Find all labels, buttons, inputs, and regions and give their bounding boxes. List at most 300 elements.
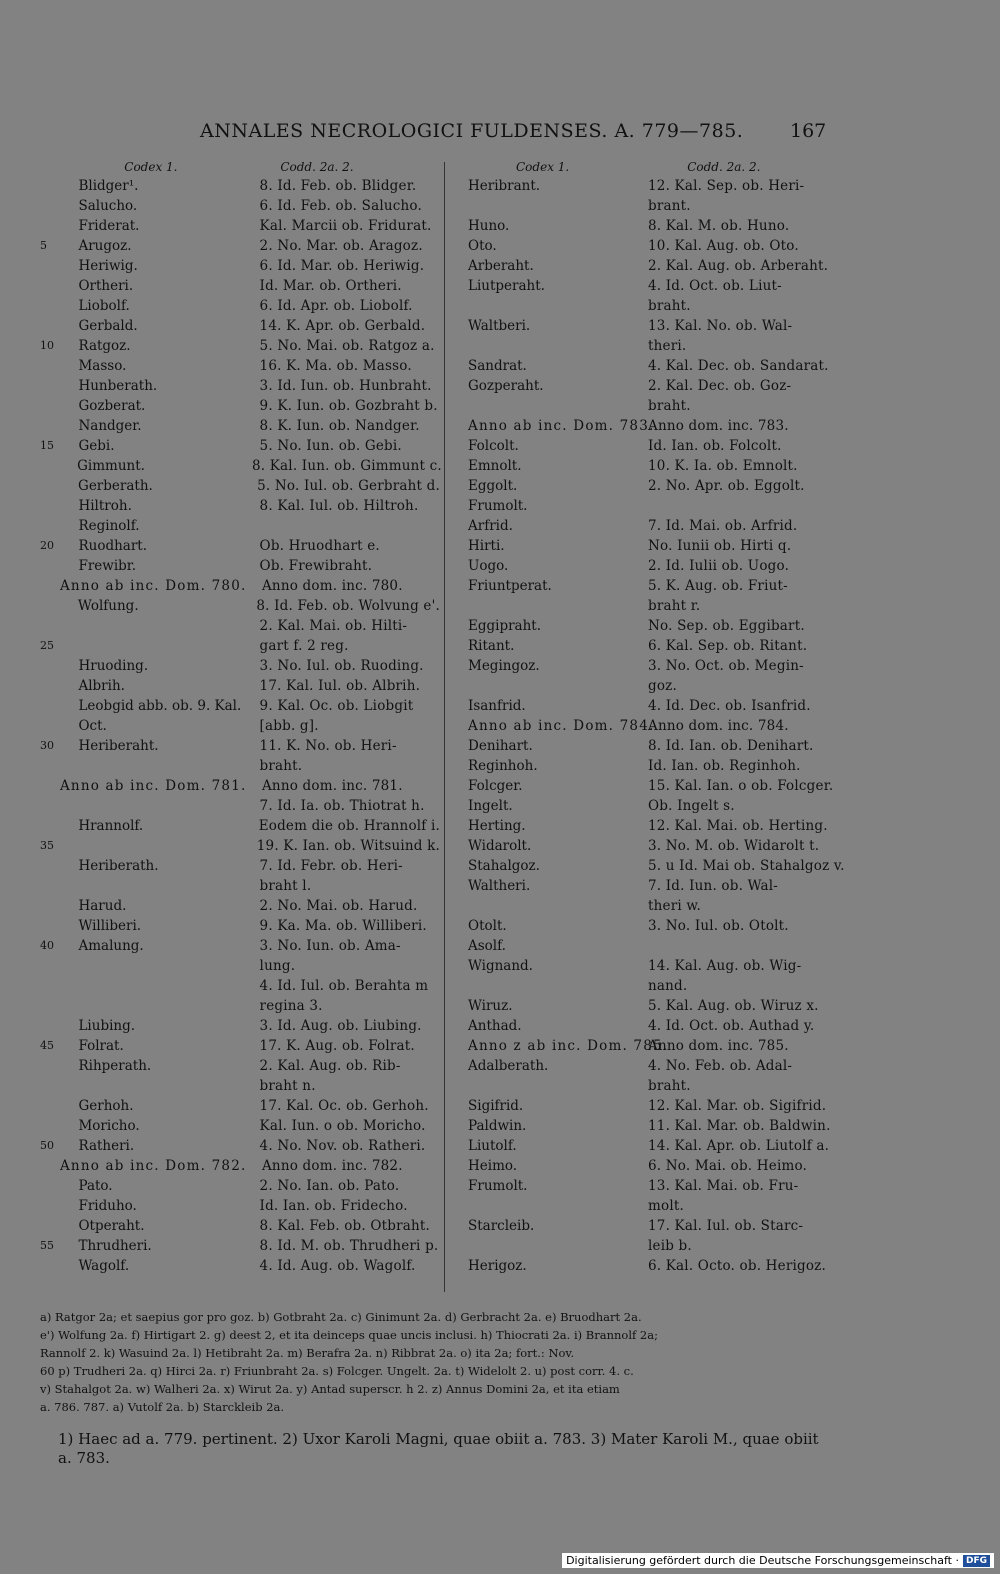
codd2-entry: 3. Id. Iun. ob. Hunbraht. (259, 378, 432, 394)
line-number (40, 916, 76, 936)
entry-row (450, 1256, 830, 1276)
codd2-entry: 3. No. Iul. ob. Otolt. (648, 918, 789, 934)
entry-row (450, 836, 830, 856)
entry-row (450, 196, 830, 216)
entry-row (40, 1116, 440, 1136)
codex1-entry: Emnolt. (468, 458, 522, 474)
codex1-entry: Folrat. (78, 1038, 124, 1054)
line-number (40, 456, 75, 476)
entry-row (40, 696, 440, 716)
codex1-entry (450, 336, 648, 356)
codex1-entry: Ingelt. (468, 798, 513, 814)
line-number (40, 376, 76, 396)
codex1-entry: Anthad. (468, 1018, 522, 1034)
codd2-entry: 5. No. Mai. ob. Ratgoz a. (259, 338, 435, 354)
codd2-entry: regina 3. (259, 998, 323, 1014)
codd2-entry: 12. Kal. Mar. ob. Sigifrid. (648, 1098, 827, 1114)
codex1-entry: Eggolt. (468, 478, 518, 494)
entry-row (40, 336, 440, 356)
codex1-entry: Friuntperat. (468, 578, 552, 594)
codd2-entry: theri. (648, 338, 687, 354)
codex1-entry: Sandrat. (468, 358, 527, 374)
entry-row (40, 756, 440, 776)
codex1-entry: Wolfung. (77, 598, 139, 614)
line-number: 10 (40, 339, 54, 352)
codex1-entry (450, 676, 648, 696)
line-number (40, 816, 76, 836)
line-number (40, 1076, 76, 1096)
entry-row (450, 1216, 830, 1236)
apparatus-notes (40, 1308, 830, 1416)
note-line: a. 786. 787. a) Vutolf 2a. b) Starckleib 2a. (40, 1400, 285, 1414)
codd2-entry: 2. Id. Iulii ob. Uogo. (648, 558, 790, 574)
line-number (40, 316, 76, 336)
codd2-entry: braht n. (259, 1078, 316, 1094)
codex1-entry (76, 876, 243, 896)
codex1-entry: Liutolf. (468, 1138, 517, 1154)
entry-row (450, 436, 830, 456)
codd2-entry: 8. Kal. Iul. ob. Hiltroh. (259, 498, 419, 514)
entry-row (40, 516, 440, 536)
codex1-entry (450, 296, 648, 316)
entry-row (450, 736, 830, 756)
codd2-entry: Anno dom. inc. 783. (648, 418, 789, 434)
codd2-entry: 2. No. Ian. ob. Pato. (259, 1178, 400, 1194)
codd2-entry: 6. Kal. Sep. ob. Ritant. (648, 638, 808, 654)
codd2-entry: 17. Kal. Iul. ob. Starc- (648, 1218, 804, 1234)
codex1-entry: Ratgoz. (78, 338, 131, 354)
entry-row (40, 176, 440, 196)
line-number (40, 496, 76, 516)
codex1-entry (450, 596, 648, 616)
codd2-entry: 17. Kal. Oc. ob. Gerhoh. (259, 1098, 429, 1114)
entry-row (450, 176, 830, 196)
codd2-entry: Ob. Frewibraht. (259, 558, 373, 574)
codd2-entry (648, 496, 830, 516)
year-heading-row (40, 576, 440, 596)
codd2-entry: 6. Kal. Octo. ob. Herigoz. (648, 1258, 826, 1274)
note-line: Rannolf 2. k) Wasuind 2a. l) Hetibraht 2a. m) Berafra 2a. n) Ribbrat 2a. o) ita 2a; fort.: Nov. (40, 1346, 575, 1360)
codex1-entry: Wiruz. (468, 998, 513, 1014)
codex1-entry: Frumolt. (468, 1178, 528, 1194)
entry-row (40, 236, 440, 256)
left-column-heads (40, 160, 440, 176)
codd2-entry: 3. No. Iun. ob. Ama- (259, 938, 401, 954)
entry-row (450, 916, 830, 936)
codd2-entry: 9. Kal. Oc. ob. Liobgit (259, 698, 414, 714)
line-number (40, 976, 76, 996)
line-number (40, 296, 76, 316)
column-divider (444, 162, 445, 1292)
codd2-entry: 5. K. Aug. ob. Friut- (648, 578, 788, 594)
codd2-entry: Id. Mar. ob. Ortheri. (259, 278, 402, 294)
entry-row (450, 576, 830, 596)
entry-row (40, 536, 440, 556)
line-number: 35 (40, 839, 54, 852)
entry-row (40, 1196, 440, 1216)
codd2-entry: 4. Id. Dec. ob. Isanfrid. (648, 698, 811, 714)
codex1-entry: Anno ab inc. Dom. 780. (59, 578, 247, 594)
entry-row (40, 216, 440, 236)
codd2-entry: 6. Id. Apr. ob. Liobolf. (259, 298, 413, 314)
codex1-entry: Williberi. (78, 918, 142, 934)
entry-row (40, 1076, 440, 1096)
codex1-entry: Masso. (78, 358, 127, 374)
entry-row (450, 636, 830, 656)
line-number (40, 996, 76, 1016)
entry-row (40, 1056, 440, 1076)
entry-row (40, 996, 440, 1016)
codd2-entry: Eodem die ob. Hrannolf i. (258, 818, 440, 834)
codd2-entry: Kal. Iun. o ob. Moricho. (259, 1118, 426, 1134)
line-number: 30 (40, 739, 54, 752)
codd2-entry: 3. No. M. ob. Widarolt t. (648, 838, 820, 854)
codd2-entry: 8. Kal. M. ob. Huno. (648, 218, 790, 234)
entry-row (450, 336, 830, 356)
codd2-entry: 10. Kal. Aug. ob. Oto. (648, 238, 799, 254)
codex1-entry: Hrannolf. (78, 818, 144, 834)
entry-row (40, 656, 440, 676)
entry-row (40, 1236, 440, 1256)
codd2-entry: 14. Kal. Apr. ob. Liutolf a. (648, 1138, 830, 1154)
line-number (40, 696, 76, 716)
codex1-entry: Sigifrid. (468, 1098, 524, 1114)
codex1-entry (76, 636, 243, 656)
line-number (40, 616, 76, 636)
codex1-entry: Eggipraht. (468, 618, 542, 634)
codd2-entry: 7. Id. Iun. ob. Wal- (648, 878, 779, 894)
line-number (40, 476, 76, 496)
codex1-entry: Oto. (468, 238, 497, 254)
entry-row (40, 896, 440, 916)
entry-row (450, 1116, 830, 1136)
codd2-entry: gart f. 2 reg. (259, 638, 349, 654)
entry-row (40, 936, 440, 956)
codex1-entry: Reginolf. (78, 518, 140, 534)
left-codex-head: Codex 1. (124, 160, 178, 174)
codd2-entry: 3. Id. Aug. ob. Liubing. (259, 1018, 422, 1034)
entry-row (450, 756, 830, 776)
dfg-banner (562, 1553, 994, 1568)
entry-row (450, 476, 830, 496)
line-number (40, 416, 76, 436)
entry-row (450, 1156, 830, 1176)
entry-row (40, 296, 440, 316)
codd2-entry: 7. Id. Febr. ob. Heri- (259, 858, 403, 874)
codd2-entry: 17. Kal. Iul. ob. Albrih. (259, 678, 421, 694)
codd2-entry: 13. Kal. No. ob. Wal- (648, 318, 793, 334)
entry-row (450, 876, 830, 896)
codex1-entry: Widarolt. (468, 838, 532, 854)
line-number (40, 856, 76, 876)
line-number: 55 (40, 1239, 54, 1252)
entry-row (40, 256, 440, 276)
right-codd-head: Codd. 2a. 2. (687, 160, 761, 174)
codex1-entry: Heribrant. (468, 178, 541, 194)
codex1-entry: Blidger¹. (78, 178, 139, 194)
codd2-entry: Id. Ian. ob. Reginhoh. (648, 758, 801, 774)
entry-row (40, 456, 440, 476)
codd2-entry: 3. No. Oct. ob. Megin- (648, 658, 804, 674)
codd2-entry: 4. Id. Oct. ob. Liut- (648, 278, 782, 294)
codex1-entry: Hiltroh. (78, 498, 132, 514)
codex1-entry: Gozberat. (78, 398, 146, 414)
codex1-entry: Gebi. (78, 438, 115, 454)
line-number (40, 176, 76, 196)
line-number (40, 876, 76, 896)
codd2-entry: Ob. Hruodhart e. (259, 538, 380, 554)
page-number: 167 (790, 120, 827, 142)
codex1-entry: Gimmunt. (77, 458, 145, 474)
codd2-entry (244, 516, 440, 536)
right-rows (450, 176, 845, 1276)
line-number (40, 1256, 76, 1276)
codd2-entry: 8. K. Iun. ob. Nandger. (259, 418, 420, 434)
entry-row (40, 596, 440, 616)
codd2-entry: 4. Kal. Dec. ob. Sandarat. (648, 358, 829, 374)
codex1-entry: Folcger. (468, 778, 523, 794)
entry-row (40, 276, 440, 296)
codex1-entry: Adalberath. (468, 1058, 549, 1074)
codex1-entry (76, 956, 243, 976)
entry-row (40, 556, 440, 576)
codd2-entry: 8. Kal. Iun. ob. Gimmunt c. (252, 458, 442, 474)
entry-row (450, 1056, 830, 1076)
codex1-entry: Anno z ab inc. Dom. 785. (468, 1038, 669, 1054)
codd2-entry: 5. No. Iun. ob. Gebi. (259, 438, 402, 454)
line-number (40, 716, 76, 736)
entry-row (450, 1176, 830, 1196)
codd2-entry: braht. (648, 398, 691, 414)
codd2-entry: theri w. (648, 898, 702, 914)
codd2-entry: 4. Id. Oct. ob. Authad y. (648, 1018, 815, 1034)
codex1-entry: Frewibr. (78, 558, 137, 574)
codex1-entry: Hirti. (468, 538, 505, 554)
codex1-entry: Rihperath. (78, 1058, 152, 1074)
entry-row (450, 216, 830, 236)
line-number (40, 756, 76, 776)
codex1-entry: Stahalgoz. (468, 858, 540, 874)
codd2-entry: No. Sep. ob. Eggibart. (648, 618, 805, 634)
entry-row (40, 1096, 440, 1116)
entry-row (450, 356, 830, 376)
entry-row (40, 1016, 440, 1036)
line-number (40, 196, 76, 216)
codd2-entry: 7. Id. Ia. ob. Thiotrat h. (259, 798, 425, 814)
entry-row (40, 1136, 440, 1156)
entry-row (450, 676, 830, 696)
entry-row (450, 816, 830, 836)
codd2-entry: Kal. Marcii ob. Fridurat. (259, 218, 432, 234)
entry-row (40, 976, 440, 996)
codex1-entry (76, 796, 243, 816)
entry-row (450, 1096, 830, 1116)
codex1-entry: Asolf. (468, 938, 506, 954)
entry-row (40, 836, 440, 856)
codex1-entry (450, 976, 648, 996)
entry-row (450, 1196, 830, 1216)
codd2-entry: 4. No. Feb. ob. Adal- (648, 1058, 793, 1074)
entry-row (450, 956, 830, 976)
codex1-entry: Ratheri. (78, 1138, 135, 1154)
right-column (450, 160, 845, 1276)
codd2-entry (648, 936, 830, 956)
entry-row (40, 436, 440, 456)
codd2-entry: 2. Kal. Dec. ob. Goz- (648, 378, 792, 394)
line-number: 50 (40, 1139, 54, 1152)
entry-row (40, 376, 440, 396)
entry-row (450, 236, 830, 256)
codex1-entry: Otolt. (468, 918, 507, 934)
codd2-entry: Ob. Ingelt s. (648, 798, 735, 814)
codd2-entry: nand. (648, 978, 688, 994)
line-number: 45 (40, 1039, 54, 1052)
entry-row (450, 556, 830, 576)
entry-row (40, 716, 440, 736)
line-number (40, 556, 76, 576)
codex1-entry: Leobgid abb. ob. 9. Kal. (78, 698, 242, 714)
codd2-entry: molt. (648, 1198, 684, 1214)
entry-row (450, 1136, 830, 1156)
codd2-entry: 8. Id. Ian. ob. Denihart. (648, 738, 814, 754)
line-number (40, 356, 76, 376)
codex1-entry: Herting. (468, 818, 526, 834)
entry-row (450, 296, 830, 316)
codex1-entry: Harud. (78, 898, 127, 914)
left-rows (40, 176, 440, 1276)
codex1-entry: Heimo. (468, 1158, 518, 1174)
codex1-entry (76, 996, 243, 1016)
codex1-entry: Pato. (78, 1178, 113, 1194)
codd2-entry: goz. (648, 678, 677, 694)
line-number: 20 (40, 539, 54, 552)
codd2-entry: 6. No. Mai. ob. Heimo. (648, 1158, 808, 1174)
codex1-entry (450, 396, 648, 416)
codd2-entry: 8. Id. M. ob. Thrudheri p. (259, 1238, 439, 1254)
line-number (40, 1016, 76, 1036)
entry-row (40, 496, 440, 516)
note-line: a) Ratgor 2a; et saepius gor pro goz. b) Gotbraht 2a. c) Ginimunt 2a. d) Gerbracht 2a. e) Bruodhart 2a. (40, 1310, 642, 1324)
codex1-entry (450, 196, 648, 216)
entry-row (450, 796, 830, 816)
codd2-entry: 17. K. Aug. ob. Folrat. (259, 1038, 415, 1054)
codex1-entry: Heriberaht. (78, 738, 159, 754)
codd2-entry: 2. No. Apr. ob. Eggolt. (648, 478, 805, 494)
codex1-entry: Salucho. (78, 198, 138, 214)
codex1-entry: Gerhoh. (78, 1098, 134, 1114)
line-number (40, 1116, 76, 1136)
entry-row (450, 936, 830, 956)
entry-row (40, 956, 440, 976)
codex1-entry: Ritant. (468, 638, 515, 654)
codd2-entry: Id. Ian. ob. Folcolt. (648, 438, 782, 454)
year-heading-row (450, 1036, 830, 1056)
codex1-entry: Thrudheri. (78, 1238, 152, 1254)
entry-row (450, 376, 830, 396)
line-number (40, 676, 76, 696)
codex1-entry (76, 756, 243, 776)
note-line: e') Wolfung 2a. f) Hirtigart 2. g) deest 2, et ita deinceps quae uncis inclusi. h) Thiocrati 2a. i) Brannolf 2a; (40, 1328, 658, 1342)
codex1-entry: Paldwin. (468, 1118, 527, 1134)
dfg-logo: DFG (963, 1555, 990, 1567)
codd2-entry: 6. Id. Feb. ob. Salucho. (259, 198, 423, 214)
codex1-entry: Gerbald. (78, 318, 138, 334)
codex1-entry: Folcolt. (468, 438, 519, 454)
line-number (40, 596, 76, 616)
entry-row (40, 356, 440, 376)
line-number: 40 (40, 939, 54, 952)
codd2-entry: Anno dom. inc. 780. (261, 578, 403, 594)
page-header: ANNALES NECROLOGICI FULDENSES. A. 779—785. (200, 120, 744, 142)
entry-row (450, 1236, 830, 1256)
year-heading-row (40, 1156, 440, 1176)
codd2-entry: Anno dom. inc. 785. (648, 1038, 789, 1054)
line-number (40, 1056, 76, 1076)
right-column-heads (450, 160, 830, 176)
entry-row (40, 736, 440, 756)
entry-row (40, 796, 440, 816)
codex1-entry: Amalung. (78, 938, 144, 954)
codex1-entry (76, 1076, 243, 1096)
codex1-entry: Albrih. (78, 678, 125, 694)
codex1-entry: Friduho. (78, 1198, 137, 1214)
codd2-entry: 14. Kal. Aug. ob. Wig- (648, 958, 802, 974)
entry-row (450, 596, 830, 616)
left-column (40, 160, 440, 1276)
codex1-entry: Frumolt. (468, 498, 528, 514)
codd2-entry: 4. Id. Iul. ob. Berahta m (259, 978, 429, 994)
codd2-entry: braht l. (259, 878, 312, 894)
codd2-entry: 4. No. Nov. ob. Ratheri. (259, 1138, 426, 1154)
codex1-entry: Otperaht. (78, 1218, 145, 1234)
codex1-entry: Megingoz. (468, 658, 540, 674)
codex1-entry: Anno ab inc. Dom. 781. (59, 778, 247, 794)
codex1-entry: Hruoding. (78, 658, 149, 674)
note-line: 60 p) Trudheri 2a. q) Hirci 2a. r) Friunbraht 2a. s) Folcger. Ungelt. 2a. t) Widelolt 2. u) post corr. 4. c. (40, 1364, 634, 1378)
entry-row (40, 476, 440, 496)
codd2-entry: 8. Id. Feb. ob. Wolvung e'. (256, 598, 440, 614)
codex1-entry: Arugoz. (78, 238, 132, 254)
codex1-entry: Moricho. (78, 1118, 140, 1134)
codd2-entry: 3. No. Iul. ob. Ruoding. (259, 658, 424, 674)
entry-row (40, 676, 440, 696)
line-number: 25 (40, 639, 54, 652)
codex1-entry: Herigoz. (468, 1258, 527, 1274)
codd2-entry: 2. Kal. Aug. ob. Arberaht. (648, 258, 829, 274)
codex1-entry: Anno ab inc. Dom. 783. (468, 418, 655, 434)
codd2-entry: 8. Kal. Feb. ob. Otbraht. (259, 1218, 430, 1234)
codex1-entry: Anno ab inc. Dom. 782. (59, 1158, 247, 1174)
footnotes: 1) Haec ad a. 779. pertinent. 2) Uxor Karoli Magni, quae obiit a. 783. 3) Mater Karoli M., quae obiit a. 783. (58, 1430, 819, 1467)
codd2-entry: 9. K. Iun. ob. Gozbraht b. (259, 398, 438, 414)
year-heading-row (450, 416, 830, 436)
line-number (40, 656, 76, 676)
entry-row (40, 876, 440, 896)
codex1-entry: Huno. (468, 218, 510, 234)
line-number (40, 276, 76, 296)
codex1-entry: Gozperaht. (468, 378, 544, 394)
codd2-entry: Id. Ian. ob. Fridecho. (259, 1198, 408, 1214)
codex1-entry: Wignand. (468, 958, 533, 974)
codd2-entry: 2. Kal. Aug. ob. Rib- (259, 1058, 401, 1074)
codd2-entry: 2. No. Mar. ob. Aragoz. (259, 238, 423, 254)
codd2-entry: Anno dom. inc. 784. (648, 718, 789, 734)
codex1-entry: Waltheri. (468, 878, 531, 894)
codex1-entry: Arfrid. (468, 518, 513, 534)
line-number (40, 1176, 76, 1196)
codex1-entry: Ortheri. (78, 278, 134, 294)
entry-row (40, 416, 440, 436)
